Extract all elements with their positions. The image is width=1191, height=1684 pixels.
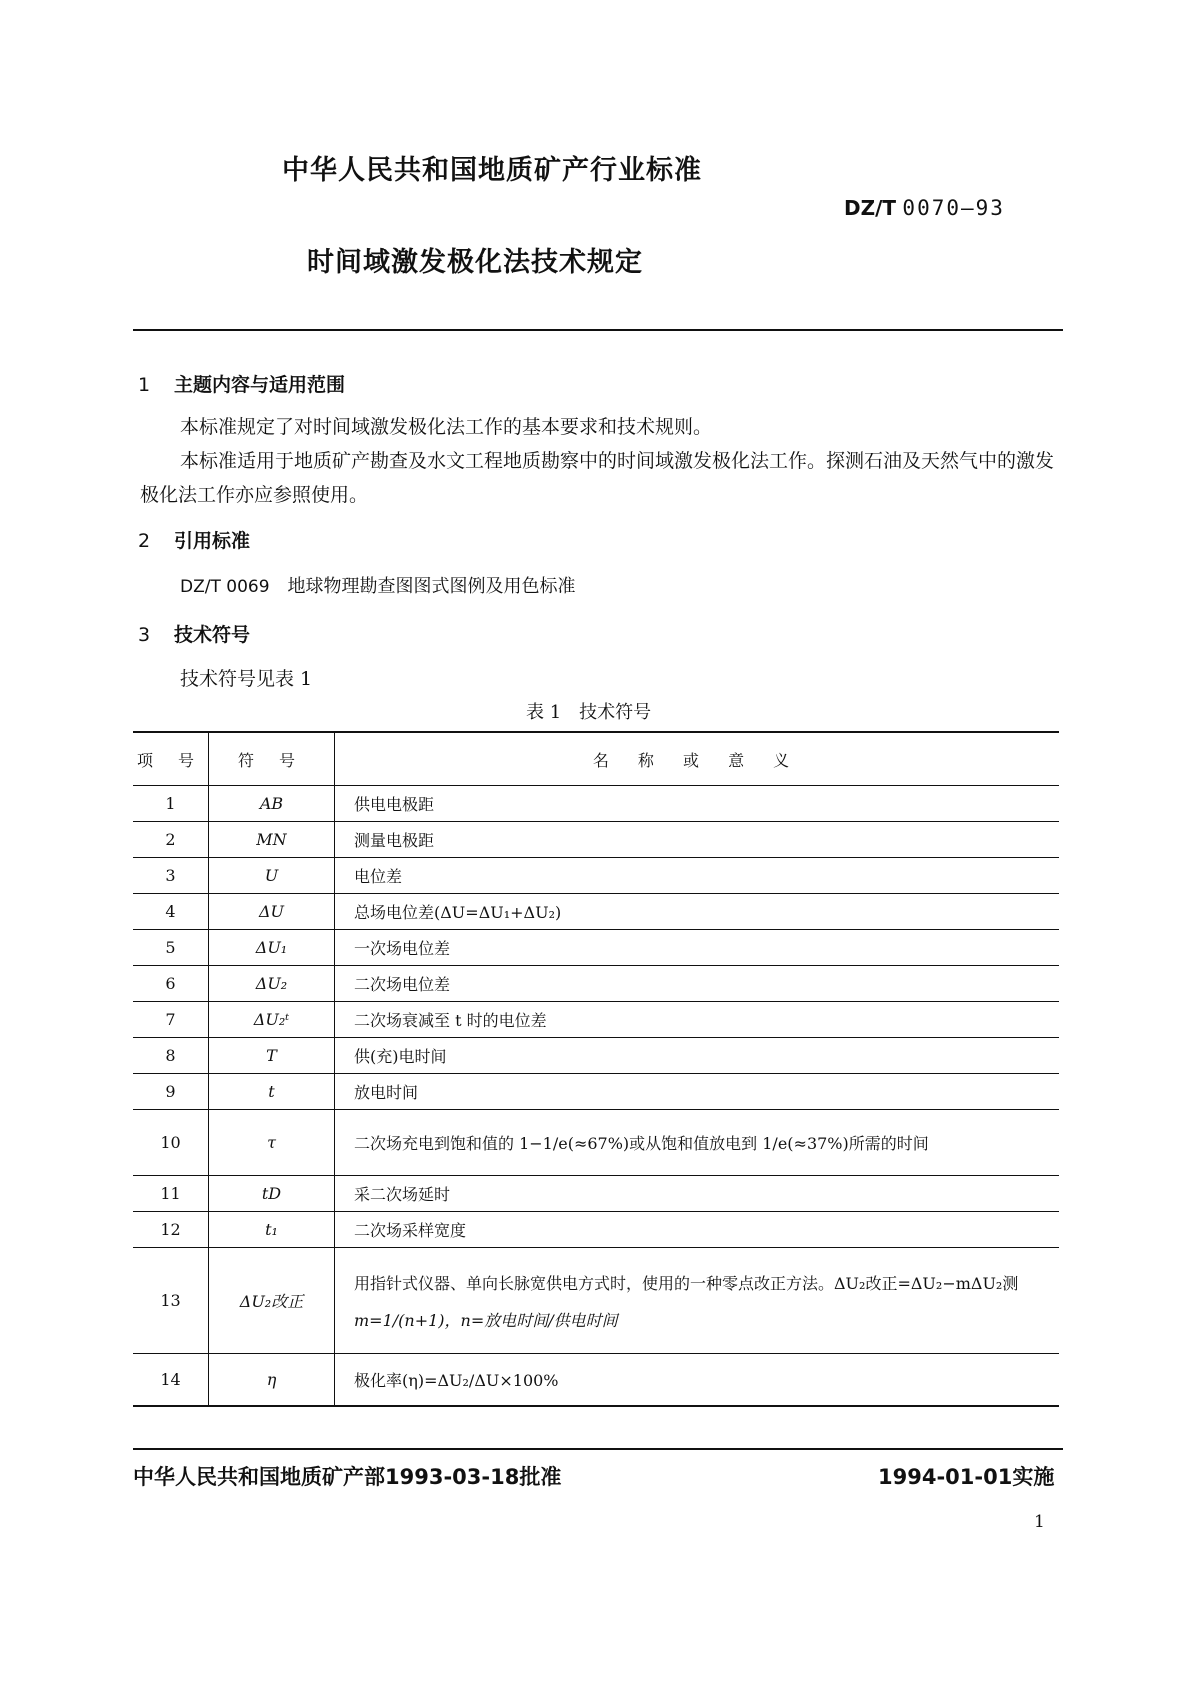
reference-code: DZ/T 0069 xyxy=(180,577,270,597)
symbols-table xyxy=(133,731,1059,1407)
row-symbol: τ xyxy=(209,1110,335,1176)
row-no: 5 xyxy=(133,930,209,966)
row-symbol: t xyxy=(209,1074,335,1110)
section-title: 引用标准 xyxy=(174,530,251,552)
row-meaning: 测量电极距 xyxy=(335,822,1060,858)
row-no: 14 xyxy=(133,1354,209,1406)
table-row xyxy=(133,1248,1059,1354)
table-row xyxy=(133,1038,1059,1074)
section-number: 3 xyxy=(138,624,151,646)
row-no: 11 xyxy=(133,1176,209,1212)
row-meaning: 供(充)电时间 xyxy=(335,1038,1060,1074)
row-no: 13 xyxy=(133,1248,209,1354)
row-meaning: 放电时间 xyxy=(335,1074,1060,1110)
row-meaning: 二次场采样宽度 xyxy=(335,1212,1060,1248)
table-row xyxy=(133,858,1059,894)
table-row xyxy=(133,930,1059,966)
section-1-heading xyxy=(138,370,345,397)
table-caption: 表 1 技术符号 xyxy=(526,702,652,723)
row-meaning: 供电电极距 xyxy=(335,786,1060,822)
row-no: 2 xyxy=(133,822,209,858)
standard-number xyxy=(844,196,1005,220)
table-row xyxy=(133,1074,1059,1110)
table-row xyxy=(133,786,1059,822)
row-symbol: tD xyxy=(209,1176,335,1212)
header-symbol: 符 号 xyxy=(209,732,335,786)
document-title: 时间域激发极化法技术规定 xyxy=(307,247,643,278)
section-number: 1 xyxy=(138,374,151,396)
row-symbol: η xyxy=(209,1354,335,1406)
row-meaning: 用指针式仪器、单向长脉宽供电方式时，使用的一种零点改正方法。ΔU₂改正=ΔU₂−mΔU₂测 xyxy=(354,1273,1019,1293)
header-item-no: 项 号 xyxy=(133,732,209,786)
row-meaning: 极化率(η)=ΔU₂/ΔU×100% xyxy=(335,1354,1060,1406)
row-meaning-cell xyxy=(335,1248,1060,1354)
section-3-heading xyxy=(138,620,250,647)
row-symbol: ΔU xyxy=(209,894,335,930)
approval-note: 中华人民共和国地质矿产部1993-03-18批准 xyxy=(133,1465,562,1489)
section-title: 技术符号 xyxy=(174,624,251,646)
row-meaning-formula: m=1/(n+1)，n=放电时间/供电时间 xyxy=(354,1310,618,1330)
row-no: 9 xyxy=(133,1074,209,1110)
table-row xyxy=(133,1212,1059,1248)
page-number: 1 xyxy=(1034,1512,1045,1532)
row-no: 8 xyxy=(133,1038,209,1074)
section-1-paragraph-2: 本标准适用于地质矿产勘查及水文工程地质勘察中的时间域激发极化法工作。探测石油及天然气中的激发极化法工作亦应参照使用。 xyxy=(140,450,1055,506)
table-row xyxy=(133,822,1059,858)
standard-code: 0070—93 xyxy=(902,196,1005,220)
table-row xyxy=(133,1354,1059,1406)
row-meaning: 一次场电位差 xyxy=(335,930,1060,966)
row-meaning: 总场电位差(ΔU=ΔU₁+ΔU₂) xyxy=(335,894,1060,930)
table-row xyxy=(133,894,1059,930)
row-symbol: AB xyxy=(209,786,335,822)
table-row xyxy=(133,1002,1059,1038)
row-symbol: T xyxy=(209,1038,335,1074)
row-no: 1 xyxy=(133,786,209,822)
header-org: 中华人民共和国地质矿产行业标准 xyxy=(282,155,702,186)
row-meaning: 二次场电位差 xyxy=(335,966,1060,1002)
reference-title: 地球物理勘查图图式图例及用色标准 xyxy=(287,576,576,597)
standard-prefix: DZ/T xyxy=(844,196,897,220)
table-row xyxy=(133,1110,1059,1176)
effective-date: 1994-01-01实施 xyxy=(878,1465,1055,1489)
table-row xyxy=(133,1176,1059,1212)
section-3-paragraph: 技术符号见表 1 xyxy=(180,668,313,690)
section-1-paragraph-1: 本标准规定了对时间域激发极化法工作的基本要求和技术规则。 xyxy=(180,416,713,438)
row-symbol: ΔU₂改正 xyxy=(209,1248,335,1354)
reference-standard xyxy=(180,572,576,598)
table-header-row xyxy=(133,732,1059,786)
row-no: 7 xyxy=(133,1002,209,1038)
row-meaning: 二次场充电到饱和值的 1−1/e(≈67%)或从饱和值放电到 1/e(≈37%)所需的时间 xyxy=(335,1110,1060,1176)
bottom-rule xyxy=(133,1448,1063,1450)
row-symbol: MN xyxy=(209,822,335,858)
row-no: 3 xyxy=(133,858,209,894)
header-meaning: 名 称 或 意 义 xyxy=(335,732,1060,786)
row-no: 4 xyxy=(133,894,209,930)
row-symbol: ΔU₁ xyxy=(209,930,335,966)
row-meaning: 二次场衰减至 t 时的电位差 xyxy=(335,1002,1060,1038)
row-meaning: 采二次场延时 xyxy=(335,1176,1060,1212)
row-no: 10 xyxy=(133,1110,209,1176)
row-meaning: 电位差 xyxy=(335,858,1060,894)
row-no: 12 xyxy=(133,1212,209,1248)
section-2-heading xyxy=(138,526,250,553)
row-symbol: ΔU₂ xyxy=(209,966,335,1002)
section-number: 2 xyxy=(138,530,151,552)
row-no: 6 xyxy=(133,966,209,1002)
top-rule xyxy=(133,329,1063,331)
table-row xyxy=(133,966,1059,1002)
row-symbol: t₁ xyxy=(209,1212,335,1248)
row-symbol: U xyxy=(209,858,335,894)
section-title: 主题内容与适用范围 xyxy=(174,374,346,396)
row-symbol: ΔU₂ᵗ xyxy=(209,1002,335,1038)
